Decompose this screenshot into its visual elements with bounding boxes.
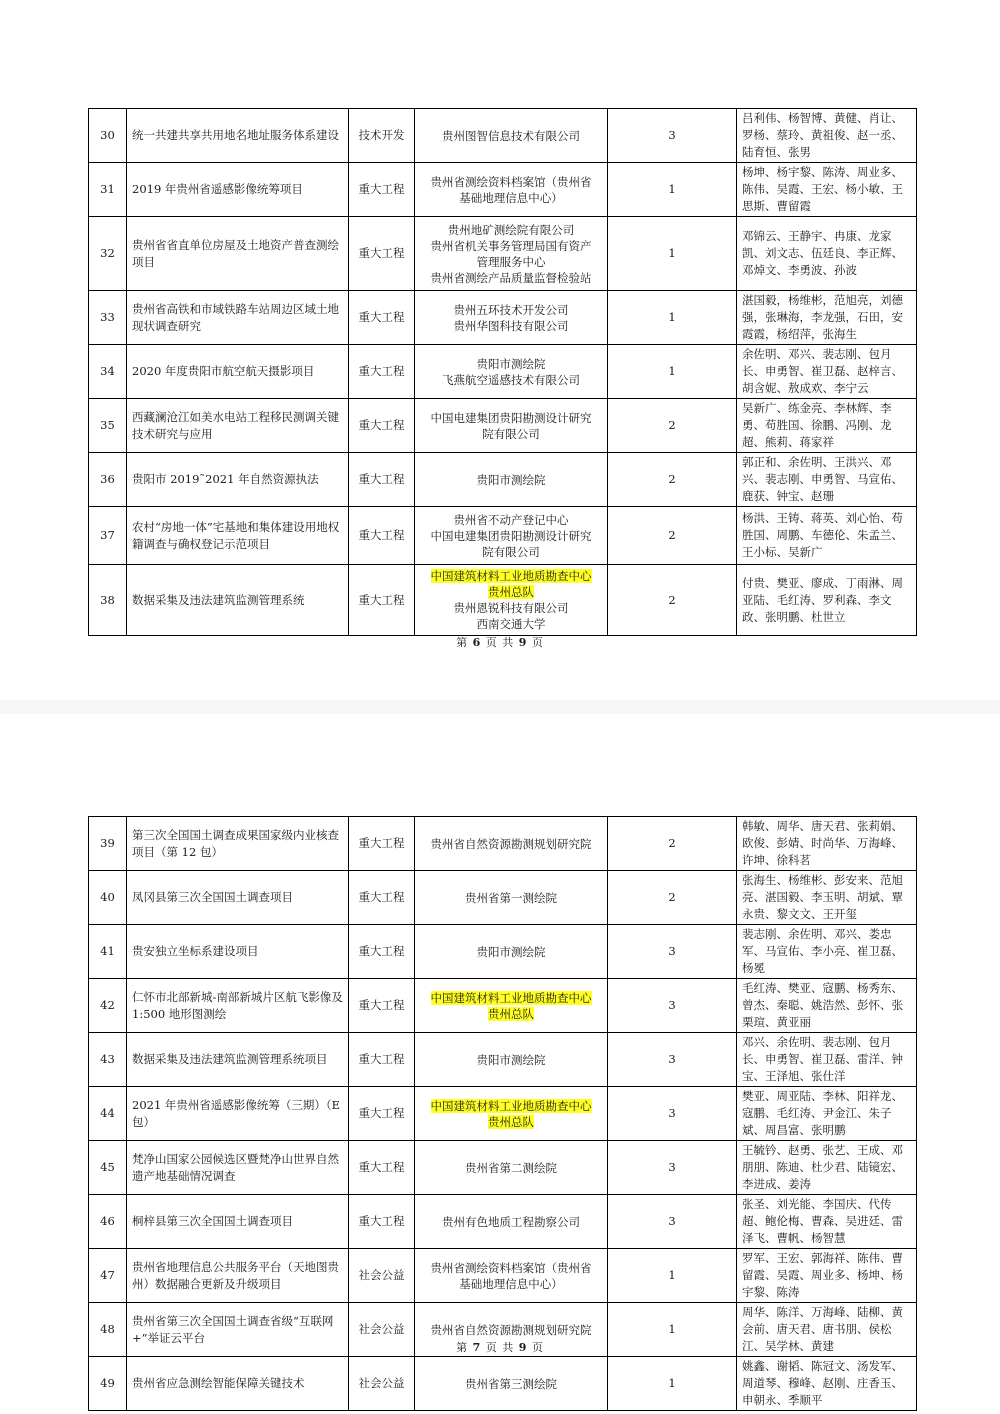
highlighted-organization: 贵州总队 <box>488 1006 534 1021</box>
cell-category: 重大工程 <box>349 871 415 925</box>
cell-personnel: 周华、陈洋、万海峰、陆柳、黄会前、唐天君、唐书朋、侯松江、吴学林、黄建 <box>737 1303 917 1357</box>
organization-line <box>420 990 602 1006</box>
cell-personnel: 张海生、杨维彬、彭安来、范旭亮、湛国毅、李玉明、胡斌、覃永贵、黎文文、王开玺 <box>737 871 917 925</box>
cell-personnel: 付贵、樊亚、廖成、丁雨淋、周亚陆、毛红涛、罗利森、李文政、张明鹏、杜世立 <box>737 565 917 636</box>
cell-rank: 2 <box>608 453 737 507</box>
cell-category: 社会公益 <box>349 1303 415 1357</box>
cell-project-name: 贵安独立坐标系建设项目 <box>127 925 349 979</box>
organization-name: 管理服务中心 <box>476 254 546 269</box>
cell-personnel: 樊亚、周亚陆、李林、阳祥龙、寇鹏、毛红涛、尹金江、朱子斌、周昌富、张明鹏 <box>737 1087 917 1141</box>
organization-line <box>420 836 602 852</box>
cell-organizations <box>415 1195 608 1249</box>
cell-category: 社会公益 <box>349 1357 415 1411</box>
cell-project-name: 统一共建共享共用地名地址服务体系建设 <box>127 109 349 163</box>
organization-name: 贵州省第一测绘院 <box>465 890 557 905</box>
cell-organizations <box>415 217 608 291</box>
page-footer-6: 第 6 页 共 9 页 <box>456 636 544 649</box>
cell-category: 重大工程 <box>349 1033 415 1087</box>
organization-name: 贵州省自然资源勘测规划研究院 <box>430 1322 592 1337</box>
awards-table-page-7 <box>88 816 917 1411</box>
organization-line <box>420 372 602 388</box>
organization-name: 贵州省测绘资料档案馆（贵州省 <box>430 174 592 189</box>
table-row <box>89 109 917 163</box>
cell-category: 社会公益 <box>349 1249 415 1303</box>
cell-rank: 3 <box>608 979 737 1033</box>
cell-rank: 1 <box>608 1303 737 1357</box>
cell-project-name: 西藏澜沧江如美水电站工程移民测调关键技术研究与应用 <box>127 399 349 453</box>
organization-line <box>420 238 602 254</box>
organization-line <box>420 1098 602 1114</box>
cell-organizations <box>415 1141 608 1195</box>
table-row <box>89 1357 917 1411</box>
cell-number: 44 <box>89 1087 127 1141</box>
cell-project-name: 贵州省地理信息公共服务平台（天地图贵州）数据融合更新及升级项目 <box>127 1249 349 1303</box>
cell-number: 34 <box>89 345 127 399</box>
page-number: 7 <box>472 1341 482 1354</box>
organization-line <box>420 174 602 190</box>
table-row <box>89 1033 917 1087</box>
cell-category: 重大工程 <box>349 1195 415 1249</box>
cell-project-name: 数据采集及违法建筑监测管理系统 <box>127 565 349 636</box>
cell-organizations <box>415 925 608 979</box>
organization-line <box>420 222 602 238</box>
organization-name: 贵阳市测绘院 <box>476 356 546 371</box>
cell-personnel: 姚鑫、谢韬、陈冠文、汤发军、周道琴、穆峰、赵刚、庄香玉、申朝永、季顺平 <box>737 1357 917 1411</box>
cell-project-name: 数据采集及违法建筑监测管理系统项目 <box>127 1033 349 1087</box>
cell-personnel: 邓兴、余佐明、裴志刚、包月长、申勇智、崔卫磊、雷洋、钟宝、王泽旭、张仕洋 <box>737 1033 917 1087</box>
cell-organizations <box>415 1249 608 1303</box>
organization-line <box>420 544 602 560</box>
organization-line <box>420 1276 602 1292</box>
cell-number: 31 <box>89 163 127 217</box>
cell-project-name: 第三次全国国土调查成果国家级内业核查项目（第 12 包） <box>127 817 349 871</box>
organization-line <box>420 512 602 528</box>
organization-line <box>420 890 602 906</box>
cell-personnel: 毛红涛、樊亚、寇鹏、杨秀东、曾杰、秦聪、姚浩然、彭怀、张栗瑄、黄亚丽 <box>737 979 917 1033</box>
cell-number: 42 <box>89 979 127 1033</box>
cell-number: 43 <box>89 1033 127 1087</box>
cell-rank: 3 <box>608 1141 737 1195</box>
cell-number: 47 <box>89 1249 127 1303</box>
cell-rank: 3 <box>608 925 737 979</box>
organization-name: 飞燕航空遥感技术有限公司 <box>442 372 580 387</box>
organization-line <box>420 1376 602 1392</box>
cell-category: 重大工程 <box>349 345 415 399</box>
cell-category: 重大工程 <box>349 217 415 291</box>
cell-category: 重大工程 <box>349 565 415 636</box>
cell-project-name: 贵州省高铁和市域铁路车站周边区域土地现状调查研究 <box>127 291 349 345</box>
cell-project-name: 凤冈县第三次全国国土调查项目 <box>127 871 349 925</box>
organization-name: 贵州省测绘资料档案馆（贵州省 <box>430 1260 592 1275</box>
organization-name: 贵阳市测绘院 <box>476 944 546 959</box>
organization-line <box>420 1160 602 1176</box>
cell-number: 32 <box>89 217 127 291</box>
cell-project-name: 仁怀市北部新城-南部新城片区航飞影像及 1:500 地形图测绘 <box>127 979 349 1033</box>
cell-category: 重大工程 <box>349 507 415 565</box>
cell-rank: 3 <box>608 109 737 163</box>
organization-name: 贵州图智信息技术有限公司 <box>442 128 580 143</box>
table-row <box>89 1087 917 1141</box>
cell-category: 重大工程 <box>349 291 415 345</box>
organization-name: 贵州恩锐科技有限公司 <box>453 601 569 615</box>
table-row <box>89 453 917 507</box>
organization-line <box>420 568 602 584</box>
organization-name: 贵州省自然资源勘测规划研究院 <box>430 836 592 851</box>
cell-rank: 2 <box>608 871 737 925</box>
cell-project-name: 农村“房地一体”宅基地和集体建设用地权籍调查与确权登记示范项目 <box>127 507 349 565</box>
cell-project-name: 2020 年度贵阳市航空航天摄影项目 <box>127 345 349 399</box>
cell-rank: 2 <box>608 565 737 636</box>
cell-category: 重大工程 <box>349 925 415 979</box>
cell-organizations <box>415 1087 608 1141</box>
cell-number: 45 <box>89 1141 127 1195</box>
table-row <box>89 217 917 291</box>
cell-organizations <box>415 345 608 399</box>
cell-category: 重大工程 <box>349 453 415 507</box>
awards-table-body <box>89 109 917 636</box>
organization-line <box>420 318 602 334</box>
organization-name: 贵州地矿测绘院有限公司 <box>447 222 575 237</box>
table-row <box>89 345 917 399</box>
organization-name: 基础地理信息中心） <box>459 190 563 205</box>
cell-category: 技术开发 <box>349 109 415 163</box>
cell-project-name: 贵州省省直单位房屋及土地资产普查测绘项目 <box>127 217 349 291</box>
cell-number: 46 <box>89 1195 127 1249</box>
highlighted-organization: 中国建筑材料工业地质勘查中心 <box>430 1098 592 1113</box>
cell-number: 35 <box>89 399 127 453</box>
organization-name: 贵阳市测绘院 <box>476 472 546 487</box>
cell-rank: 1 <box>608 345 737 399</box>
cell-number: 30 <box>89 109 127 163</box>
organization-line <box>420 426 602 442</box>
cell-project-name: 2019 年贵州省遥感影像统筹项目 <box>127 163 349 217</box>
organization-name: 西南交通大学 <box>476 617 546 631</box>
cell-category: 重大工程 <box>349 1087 415 1141</box>
cell-personnel: 罗军、王宏、郭海祥、陈伟、曹留霞、吴霞、周业多、杨坤、杨宇黎、陈涛 <box>737 1249 917 1303</box>
cell-number: 41 <box>89 925 127 979</box>
cell-organizations <box>415 979 608 1033</box>
organization-line <box>420 356 602 372</box>
organization-line <box>420 944 602 960</box>
cell-personnel: 余佐明、邓兴、裴志刚、包月长、申勇智、崔卫磊、赵梓言、胡含妮、敖成欢、李宁云 <box>737 345 917 399</box>
cell-personnel: 吕利伟、杨智博、黄健、肖让、罗杨、蔡玲、黄祖俊、赵一丞、陆育恒、张男 <box>737 109 917 163</box>
organization-line <box>420 190 602 206</box>
page-number: 6 <box>472 636 482 649</box>
cell-rank: 2 <box>608 507 737 565</box>
cell-personnel: 杨洪、王铸、蒋英、刘心怡、苟胜国、周鹏、车德伦、朱孟兰、王小标、吴新广 <box>737 507 917 565</box>
organization-name: 贵州省测绘产品质量监督检验站 <box>430 270 592 285</box>
cell-number: 48 <box>89 1303 127 1357</box>
organization-name: 贵州华图科技有限公司 <box>453 318 569 333</box>
cell-project-name: 贵阳市 2019˜2021 年自然资源执法 <box>127 453 349 507</box>
cell-organizations <box>415 871 608 925</box>
cell-number: 39 <box>89 817 127 871</box>
cell-organizations <box>415 163 608 217</box>
cell-project-name: 贵州省第三次全国国土调查省级“互联网+”举证云平台 <box>127 1303 349 1357</box>
cell-rank: 1 <box>608 1357 737 1411</box>
organization-line <box>420 472 602 488</box>
highlighted-organization: 中国建筑材料工业地质勘查中心 <box>430 569 592 583</box>
organization-line <box>420 410 602 426</box>
organization-name: 贵州省第二测绘院 <box>465 1160 557 1175</box>
cell-rank: 1 <box>608 291 737 345</box>
cell-category: 重大工程 <box>349 399 415 453</box>
organization-name: 院有限公司 <box>482 544 540 559</box>
cell-project-name: 梵净山国家公园候选区暨梵净山世界自然遗产地基础情况调查 <box>127 1141 349 1195</box>
cell-personnel: 韩敏、周华、唐天君、张莉娟、欧俊、彭婧、时尚华、万海峰、许坤、徐科茗 <box>737 817 917 871</box>
cell-personnel: 张圣、刘光能、李国庆、代传超、鲍伦梅、曹森、吴进廷、雷泽飞、曹帆、杨智慧 <box>737 1195 917 1249</box>
cell-organizations <box>415 1033 608 1087</box>
cell-rank: 3 <box>608 1033 737 1087</box>
awards-table-body <box>89 817 917 1411</box>
table-row <box>89 163 917 217</box>
cell-number: 38 <box>89 565 127 636</box>
cell-rank: 2 <box>608 817 737 871</box>
cell-personnel: 湛国毅，杨维彬，范旭亮，刘德强，张琳海，李龙强，石田，安霞霞，杨绍萍，张海生 <box>737 291 917 345</box>
table-row <box>89 979 917 1033</box>
organization-name: 基础地理信息中心） <box>459 1276 563 1291</box>
organization-line <box>420 1260 602 1276</box>
cell-project-name: 贵州省应急测绘智能保障关键技术 <box>127 1357 349 1411</box>
organization-name: 贵阳市测绘院 <box>476 1052 546 1067</box>
cell-organizations <box>415 565 608 636</box>
cell-category: 重大工程 <box>349 1141 415 1195</box>
cell-category: 重大工程 <box>349 817 415 871</box>
awards-table-page-6 <box>88 108 917 636</box>
organization-line <box>420 128 602 144</box>
organization-line <box>420 1052 602 1068</box>
cell-rank: 3 <box>608 1195 737 1249</box>
organization-line <box>420 1322 602 1338</box>
organization-name: 贵州五环技术开发公司 <box>453 302 569 317</box>
table-row <box>89 817 917 871</box>
organization-line <box>420 616 602 632</box>
cell-organizations <box>415 507 608 565</box>
organization-line <box>420 600 602 616</box>
organization-line <box>420 254 602 270</box>
cell-personnel: 吴新广、练金亮、李林辉、李勇、苟胜国、徐鹏、冯刚、龙超、熊莉、蒋家祥 <box>737 399 917 453</box>
table-row <box>89 1195 917 1249</box>
table-row <box>89 565 917 636</box>
cell-project-name: 2021 年贵州省遥感影像统筹（三期）（E 包） <box>127 1087 349 1141</box>
page-total: 9 <box>518 1341 528 1354</box>
organization-name: 中国电建集团贵阳勘测设计研究 <box>430 528 592 543</box>
cell-number: 40 <box>89 871 127 925</box>
page-total: 9 <box>518 636 528 649</box>
cell-organizations <box>415 109 608 163</box>
table-row <box>89 399 917 453</box>
cell-personnel: 裴志刚、余佐明、邓兴、娄忠军、马宣佑、李小亮、崔卫磊、杨冕 <box>737 925 917 979</box>
organization-line <box>420 584 602 600</box>
cell-number: 37 <box>89 507 127 565</box>
organization-name: 院有限公司 <box>482 426 540 441</box>
organization-line <box>420 1006 602 1022</box>
table-row <box>89 507 917 565</box>
cell-number: 49 <box>89 1357 127 1411</box>
organization-name: 中国电建集团贵阳勘测设计研究 <box>430 410 592 425</box>
organization-line <box>420 528 602 544</box>
cell-rank: 1 <box>608 217 737 291</box>
organization-line <box>420 270 602 286</box>
highlighted-organization: 贵州总队 <box>488 585 534 599</box>
organization-name: 贵州省第三测绘院 <box>465 1376 557 1391</box>
table-row <box>89 291 917 345</box>
cell-number: 36 <box>89 453 127 507</box>
table-row <box>89 925 917 979</box>
cell-number: 33 <box>89 291 127 345</box>
cell-personnel: 郭正和、余佐明、王洪兴、邓兴、裴志刚、申勇智、马宣佑、鹿获、钟宝、赵珊 <box>737 453 917 507</box>
cell-rank: 1 <box>608 163 737 217</box>
cell-rank: 2 <box>608 399 737 453</box>
cell-organizations <box>415 1357 608 1411</box>
cell-organizations <box>415 817 608 871</box>
cell-project-name: 桐梓县第三次全国国土调查项目 <box>127 1195 349 1249</box>
highlighted-organization: 贵州总队 <box>488 1114 534 1129</box>
cell-organizations <box>415 453 608 507</box>
highlighted-organization: 中国建筑材料工业地质勘查中心 <box>430 990 592 1005</box>
cell-organizations <box>415 399 608 453</box>
cell-organizations <box>415 291 608 345</box>
page-footer-7: 第 7 页 共 9 页 <box>456 1341 544 1354</box>
cell-rank: 3 <box>608 1087 737 1141</box>
cell-rank: 1 <box>608 1249 737 1303</box>
cell-category: 重大工程 <box>349 163 415 217</box>
cell-personnel: 邓锦云、王静宇、冉康、龙家凯、刘文志、伍廷良、李正辉、邓焯文、李勇波、孙波 <box>737 217 917 291</box>
table-row <box>89 871 917 925</box>
table-row <box>89 1249 917 1303</box>
cell-personnel: 王毓钤、赵勇、张艺、王成、邓朋朋、陈迪、杜少君、陆镜宏、李进成、姜涛 <box>737 1141 917 1195</box>
organization-line <box>420 302 602 318</box>
organization-name: 贵州省机关事务管理局国有资产 <box>430 238 592 253</box>
table-row <box>89 1141 917 1195</box>
cell-personnel: 杨坤、杨宇黎、陈涛、周业多、陈伟、吴霞、王宏、杨小敏、王思斯、曹留霞 <box>737 163 917 217</box>
organization-line <box>420 1214 602 1230</box>
organization-name: 贵州有色地质工程勘察公司 <box>442 1214 580 1229</box>
cell-category: 重大工程 <box>349 979 415 1033</box>
organization-name: 贵州省不动产登记中心 <box>453 512 569 527</box>
organization-line <box>420 1114 602 1130</box>
page-separator <box>0 700 1000 714</box>
